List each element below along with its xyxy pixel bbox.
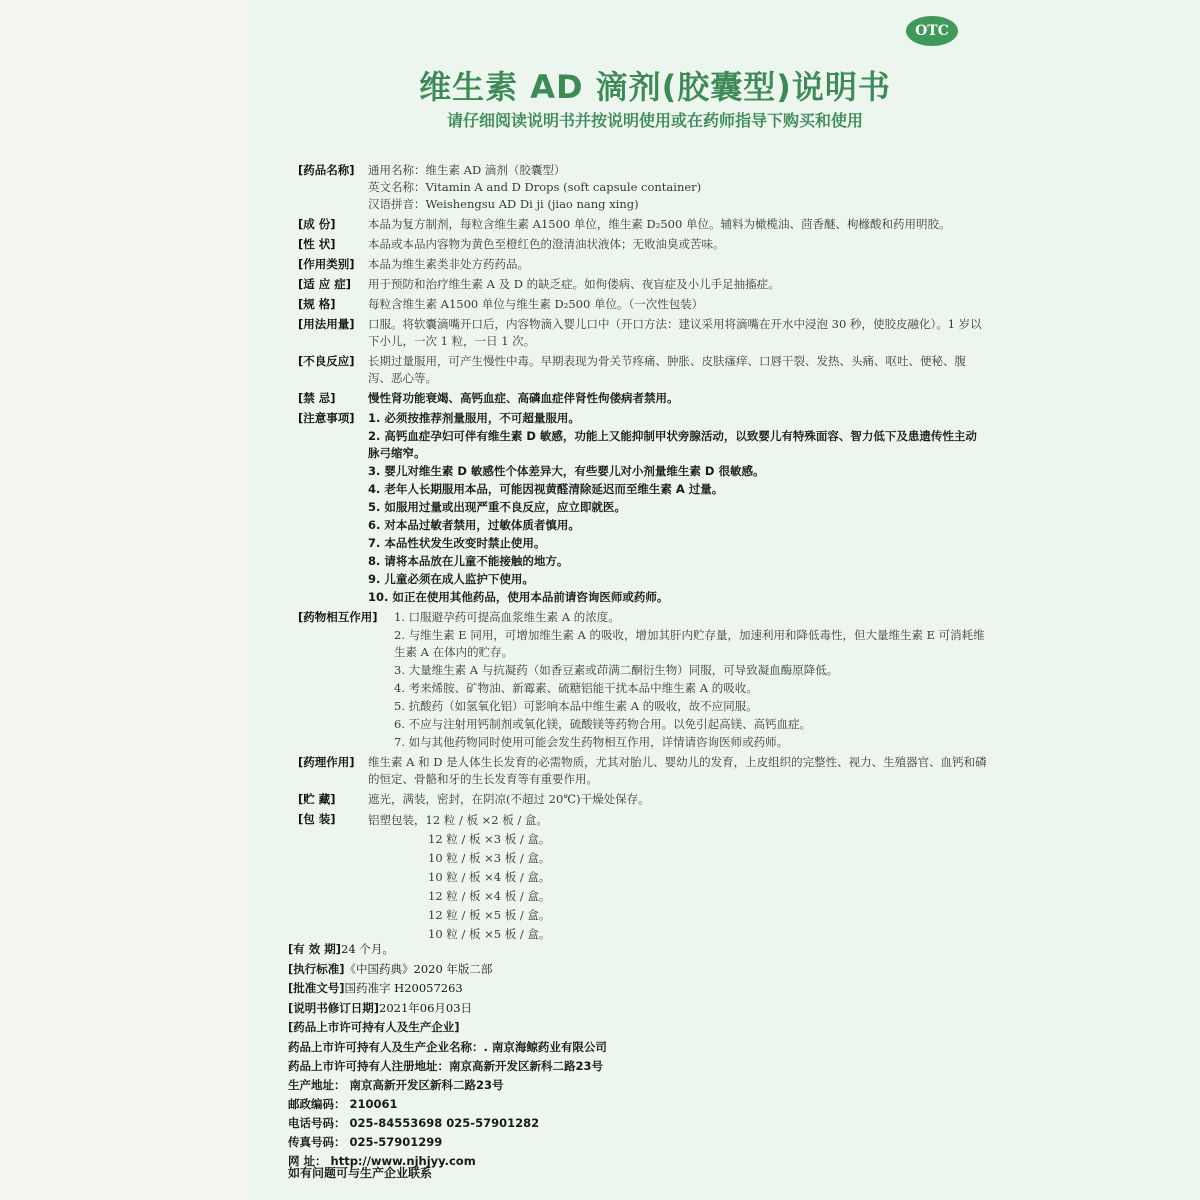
otc-badge: OTC: [906, 16, 958, 46]
section-label: [不良反应]: [298, 354, 355, 368]
precautions-list: [368, 410, 988, 606]
section-label: [性 状]: [298, 237, 336, 251]
list-item: 4. 老年人长期服用本品，可能因视黄醛清除延迟而至维生素 A 过量。: [368, 482, 724, 496]
section-label: [规 格]: [298, 297, 336, 311]
section-adverse-reactions: [298, 353, 988, 387]
package-line: 10 粒 / 板 ×3 板 / 盒。: [428, 851, 551, 865]
leaflet-content: [298, 162, 988, 947]
section-label: [药理作用]: [298, 755, 355, 769]
company-name: 药品上市许可持有人及生产企业名称：. 南京海鲸药业有限公司: [288, 1039, 607, 1054]
package-line: 12 粒 / 板 ×3 板 / 盒。: [428, 832, 551, 846]
section-label: [注意事项]: [298, 411, 355, 425]
leaflet-footer: [288, 940, 988, 1171]
section-text: 每粒含维生素 A1500 单位与维生素 D₂500 单位。（一次性包装）: [368, 297, 704, 311]
section-label: [用法用量]: [298, 317, 355, 331]
footer-label: [药品上市许可持有人及生产企业]: [288, 1020, 460, 1034]
list-item: 9. 儿童必须在成人监护下使用。: [368, 572, 534, 586]
production-address: 生产地址： 南京高新开发区新科二路23号: [288, 1077, 504, 1092]
section-text: 本品或本品内容物为黄色至橙红色的澄清油状液体；无败油臭或苦味。: [368, 237, 725, 251]
list-item: 4. 考来烯胺、矿物油、新霉素、硫糖铝能干扰本品中维生素 A 的吸收。: [394, 681, 758, 695]
section-precautions: [298, 410, 988, 606]
footer-row-approval: [288, 979, 988, 999]
section-label: [贮 藏]: [298, 792, 336, 806]
section-dosage: [298, 316, 988, 350]
list-item: 2. 与维生素 E 同用，可增加维生素 A 的吸收，增加其肝内贮存量，加速利用和降低毒性，但大量维生素 E 可消耗维生素 A 在体内的贮存。: [394, 628, 985, 659]
list-item: 5. 抗酸药（如氢氧化铝）可影响本品中维生素 A 的吸收，故不应同服。: [394, 699, 758, 713]
package-line: 10 粒 / 板 ×5 板 / 盒。: [428, 927, 551, 941]
section-text: 维生素 A 和 D 是人体生长发育的必需物质，尤其对胎儿、婴幼儿的发育，上皮组织的完整性、视力、生殖器官、血钙和磷的恒定、骨骼和牙的生长发育等有重要作用。: [368, 755, 987, 786]
list-item: 1. 口服避孕药可提高血浆维生素 A 的浓度。: [394, 610, 620, 624]
section-ingredients: [298, 216, 988, 233]
section-storage: [298, 791, 988, 808]
package-line: 12 粒 / 板 ×5 板 / 盒。: [428, 908, 551, 922]
package-line: 10 粒 / 板 ×4 板 / 盒。: [428, 870, 551, 884]
section-pharmacology: [298, 754, 988, 788]
footer-label: [执行标准]: [288, 961, 345, 976]
list-item: 7. 本品性状发生改变时禁止使用。: [368, 536, 546, 550]
section-label: [禁 忌]: [298, 391, 336, 405]
section-text: 本品为复方制剂，每粒含维生素 A1500 单位，维生素 D₂500 单位。辅料为橄榄油、茴香醚、枸橼酸和药用明胶。: [368, 217, 951, 231]
footer-row-shelf-life: [288, 940, 988, 960]
list-item: 3. 婴儿对维生素 D 敏感性个体差异大，有些婴儿对小剂量维生素 D 很敏感。: [368, 464, 765, 478]
phone-numbers: 电话号码： 025-84553698 025-57901282: [288, 1115, 540, 1130]
package-line: 铝塑包装，12 粒 / 板 ×2 板 / 盒。: [368, 813, 548, 827]
section-interactions: [298, 609, 988, 751]
list-item: 5. 如服用过量或出现严重不良反应，应立即就医。: [368, 500, 626, 514]
section-text: 口服。将软囊滴嘴开口后，内容物滴入婴儿口中（开口方法：建议采用将滴嘴在开水中浸泡 30 秒，使胶皮融化）。1 岁以下小儿，一次 1 粒，一日 1 次。: [368, 317, 982, 348]
footer-row-standard: [288, 960, 988, 980]
section-text: 用于预防和治疗维生素 A 及 D 的缺乏症。如佝偻病、夜盲症及小儿手足抽搐症。: [368, 277, 780, 291]
contact-note: 如有问题可与生产企业联系: [288, 1166, 433, 1180]
section-label: [作用类别]: [298, 257, 355, 271]
list-item: 7. 如与其他药物同时使用可能会发生药物相互作用，详情请咨询医师或药师。: [394, 735, 789, 749]
footer-value: 国药准字 H20057263: [344, 981, 463, 995]
list-item: 2. 高钙血症孕妇可伴有维生素 D 敏感，功能上又能抑制甲状旁腺活动，以致婴儿有特殊面容、智力低下及患遗传性主动脉弓缩窄。: [368, 429, 977, 460]
package-list: [368, 811, 988, 944]
leaflet-title: 维生素 AD 滴剂(胶囊型)说明书: [419, 68, 891, 106]
list-item: 10. 如正在使用其他药品，使用本品前请咨询医师或药师。: [368, 590, 669, 604]
section-label: [药物相互作用]: [298, 610, 378, 624]
section-drug-name: [298, 162, 988, 213]
section-package: [298, 811, 988, 944]
list-item: 1. 必须按推荐剂量服用，不可超量服用。: [368, 411, 580, 425]
generic-name: 通用名称：维生素 AD 滴剂（胶囊型）: [368, 163, 566, 177]
section-text: 遮光，满装，密封，在阴凉(不超过 20℃)干燥处保存。: [368, 792, 650, 806]
section-label: [药品名称]: [298, 163, 355, 177]
footer-label: [有 效 期]: [288, 942, 342, 956]
footer-label: [说明书修订日期]: [288, 1000, 380, 1015]
section-text: 长期过量服用，可产生慢性中毒。早期表现为骨关节疼痛、肿胀、皮肤瘙痒、口唇干裂、发热、头痛、呕吐、便秘、腹泻、恶心等。: [368, 354, 966, 385]
section-text: 本品为维生素类非处方药药品。: [368, 257, 529, 271]
company-address: 药品上市许可持有人注册地址：南京高新开发区新科二路23号: [288, 1058, 604, 1073]
list-item: 6. 对本品过敏者禁用，过敏体质者慎用。: [368, 518, 580, 532]
website: 网 址： http://www.njhjyy.com: [288, 1153, 476, 1168]
section-contraindications: [298, 390, 988, 407]
section-label: [成 份]: [298, 217, 336, 231]
section-label: [包 装]: [298, 812, 336, 826]
footer-value: 《中国药典》2020 年版二部: [344, 961, 493, 976]
english-name: 英文名称：Vitamin A and D Drops (soft capsule container): [368, 180, 702, 194]
footer-value: 2021年06月03日: [379, 1000, 473, 1015]
footer-row-holder: [288, 1018, 988, 1038]
list-item: 6. 不应与注射用钙制剂或氧化镁，硫酸镁等药物合用。以免引起高镁、高钙血症。: [394, 717, 812, 731]
package-line: 12 粒 / 板 ×4 板 / 盒。: [428, 889, 551, 903]
section-indications: [298, 276, 988, 293]
list-item: 3. 大量维生素 A 与抗凝药（如香豆素或茚满二酮衍生物）同服，可导致凝血酶原降低。: [394, 663, 839, 677]
pinyin-name: 汉语拼音：Weishengsu AD Di ji (jiao nang xing): [368, 197, 639, 211]
leaflet-subtitle: 请仔细阅读说明书并按说明使用或在药师指导下购买和使用: [446, 111, 863, 130]
list-item: 8. 请将本品放在儿童不能接触的地方。: [368, 554, 569, 568]
section-specification: [298, 296, 988, 313]
section-label: [适 应 症]: [298, 277, 352, 291]
fax-number: 传真号码： 025-57901299: [288, 1134, 443, 1149]
footer-value: 24 个月。: [341, 942, 394, 956]
footer-label: [批准文号]: [288, 981, 345, 995]
section-appearance: [298, 236, 988, 253]
interactions-list: [394, 609, 988, 751]
section-category: [298, 256, 988, 273]
section-text: 慢性肾功能衰竭、高钙血症、高磷血症伴肾性佝偻病者禁用。: [368, 391, 679, 405]
postal-code: 邮政编码： 210061: [288, 1096, 398, 1111]
footer-row-revision-date: [288, 999, 988, 1019]
